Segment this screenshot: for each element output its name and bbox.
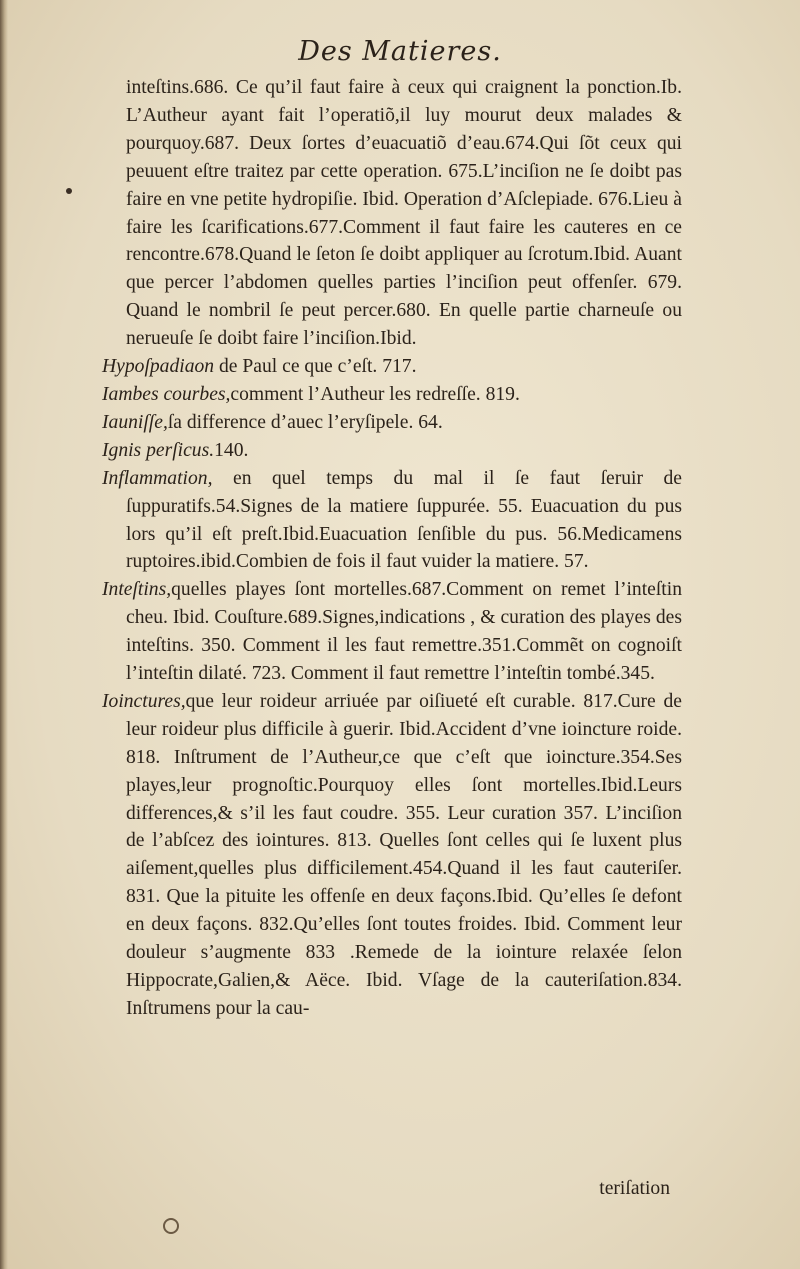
catchword: teriſation — [599, 1178, 670, 1199]
index-entry — [102, 409, 682, 437]
entry-headword: Iauniſſe, — [102, 411, 168, 433]
index-entry — [102, 576, 682, 688]
index-entry-continuation: inteſtins.686. Ce qu’il faut faire à ceux qui craignent la ponction.Ib. L’Autheur ayant fait l’operatiõ,il luy mourut deux malades & pourquoy.687. Deux ſortes d’euacuatiõ d’eau.674.Qui ſõt ceux qui peuuent eſtre traitez par cette operation. 675.L’inciſion ne ſe doibt pas faire en vne petite hydropiſie. Ibid. Operation d’Aſclepiade. 676.Lieu à faire les ſcarifications.677.Comment il faut faire les cauteres en ce rencontre.678.Quand le ſeton ſe doibt appliquer au ſcrotum.Ibid. Auant que percer l’abdomen quelles parties l’inciſion peut offenſer. 679. Quand le nombril ſe peut percer.680. En quelle partie charneuſe ou nerueuſe ſe doibt faire l’inciſion.Ibid. — [126, 77, 682, 350]
index-column — [102, 74, 682, 1023]
index-entries — [102, 353, 682, 1023]
entry-text: que leur roideur arriuée par oiſiueté eſt curable. 817.Cure de leur roideur plus difficile à guerir. Ibid.Accident d’vne ioincture roide. 818. Inſtrument de l’Autheur,ce que c’eſt que ioincture.354.Ses playes,leur prognoſtic.Pourquoy elles ſont mortelles.Ibid.Leurs differences,& s’il les faut coudre. 355. Leur curation 357. L’inciſion de l’abſcez des iointures. 813. Quelles ſont celles qui ſe luxent plus aiſement,quelles plus difficilement.454.Quand il les faut cauteriſer. 831. Que la pituite les offenſe en deux façons.Ibid. Qu’elles ſe defont en deux façons. 832.Qu’elles ſont toutes froides. Ibid. Comment leur douleur s’augmente 833 .Remede de la iointure relaxée ſelon Hippocrate,Galien,& Aëce. Ibid. Vſage de la cauteriſation.834. Inſtrumens pour la cau- — [126, 690, 682, 1019]
entry-headword: Ioinctures, — [102, 690, 186, 712]
index-entry — [102, 437, 682, 465]
index-entry — [102, 688, 682, 1023]
entry-text: de Paul ce que c’eſt. 717. — [214, 356, 417, 378]
entry-headword: Iambes courbes, — [102, 383, 231, 405]
entry-headword: Inteſtins, — [102, 579, 172, 601]
printer-ornament — [163, 1218, 179, 1234]
index-entry — [102, 381, 682, 409]
entry-headword: Ignis perſicus. — [102, 439, 215, 461]
entry-headword: Hypoſpadiaon — [102, 356, 215, 378]
entry-text: comment l’Autheur les redreſſe. 819. — [230, 383, 520, 405]
index-entry — [102, 353, 682, 381]
index-entry — [102, 465, 682, 577]
ink-spot — [66, 188, 72, 194]
entry-text: 140. — [214, 439, 249, 461]
entry-text: quelles playes ſont mortelles.687.Comment on remet l’inteſtin cheu. Ibid. Couſture.689.Signes,indications , & curation des playes des inteſtins. 350. Comment il les faut remettre.351.Commẽt on cognoiſt l’inteſtin dilaté. 723. Comment il faut remettre l’inteſtin tombé.345. — [126, 579, 682, 685]
entry-text: ſa difference d’auec l’eryſipele. 64. — [167, 411, 443, 433]
entry-text: en quel temps du mal il ſe faut ſeruir de ſuppuratifs.54.Signes de la matiere ſuppurée. 55. Euacuation du pus lors qu’il eſt preſt.Ibid.Euacuation ſenſible du pus. 56.Medicamens ruptoires.ibid.Combien de fois il faut vuider la matiere. 57. — [126, 467, 682, 573]
binding-edge — [0, 0, 8, 1269]
running-head: Des Matieres. — [298, 36, 502, 67]
entry-headword: Inflammation, — [102, 467, 213, 489]
